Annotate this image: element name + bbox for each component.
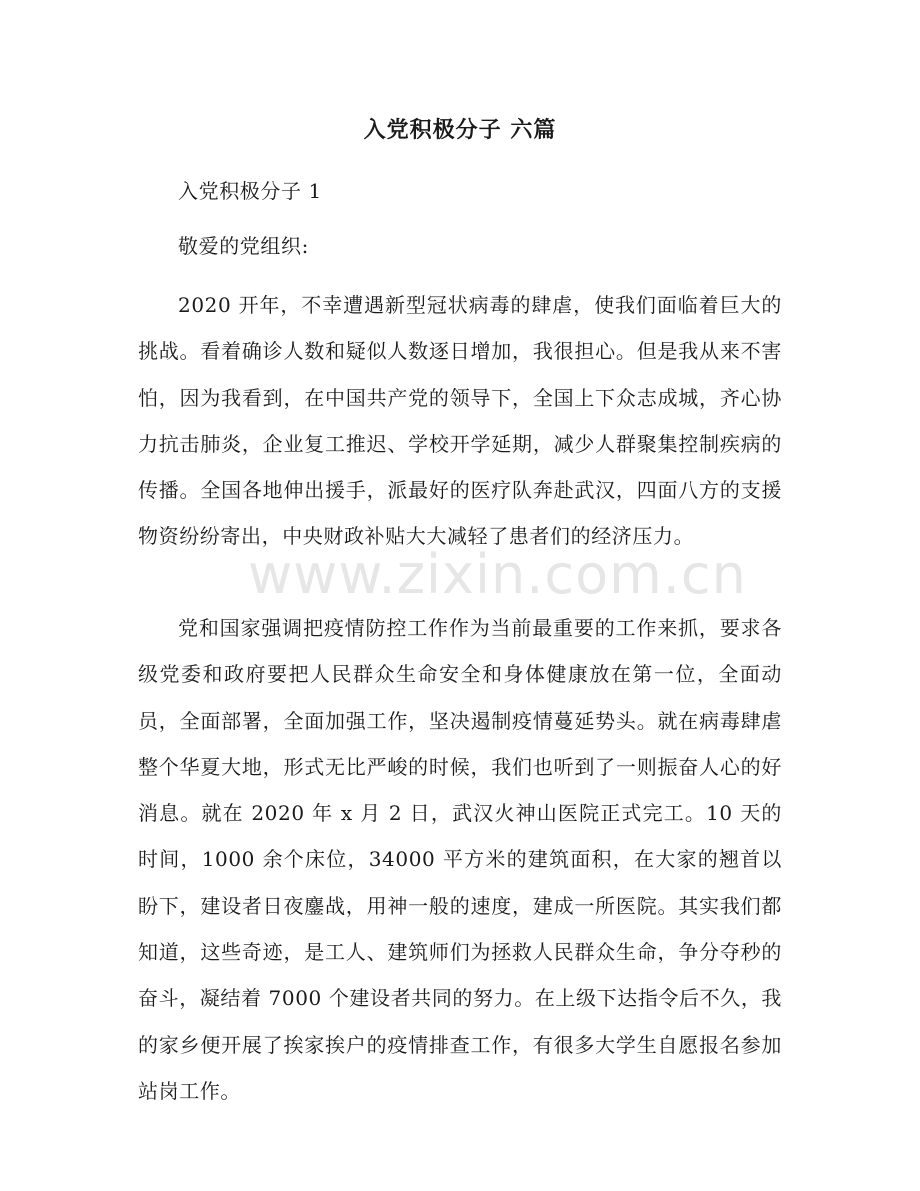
watermark: www.zixin.com.cn (248, 543, 747, 606)
paragraph-1: 2020 开年，不幸遭遇新型冠状病毒的肆虐，使我们面临着巨大的挑战。看着确诊人数和疑似人数逐日增加，我很担心。但是我从来不害怕，因为我看到，在中国共产党的领导下，全国上下众志成城，齐心协力抗击肺炎，企业复工推迟、学校开学延期，减少人群聚集控制疾病的传播。全国各地伸出援手，派最好的医疗队奔赴武汉，四面八方的支援物资纷纷寄出，中央财政补贴大大减轻了患者们的经济压力。 (138, 293, 782, 549)
salutation: 敬爱的党组织: (178, 234, 309, 258)
paragraph-2: 党和国家强调把疫情防控工作作为当前最重要的工作来抓，要求各级党委和政府要把人民群众生命安全和身体健康放在第一位，全面动员，全面部署，全面加强工作，坚决遏制疫情蔓延势头。就在病毒肆虐整个华夏大地，形式无比严峻的时候，我们也听到了一则振奋人心的好消息。就在 2020 年 x 月 2 日，武汉火神山医院正式完工。10 天的时间，1000 余个床位，34000 平方米的建筑面积，在大家的翘首以盼下，建设者日夜鏖战，用神一般的速度，建成一所医院。其实我们都知道，这些奇迹，是工人、建筑师们为拯救人民群众生命，争分夺秒的奋斗，凝结着 7000 个建设者共同的努力。在上级下达指令后不久，我的家乡便开展了挨家挨户的疫情排查工作，有很多大学生自愿报名参加站岗工作。 (138, 616, 783, 1103)
section-subtitle: 入党积极分子 1 (178, 179, 322, 203)
document-title: 入党积极分子 六篇 (363, 117, 557, 143)
